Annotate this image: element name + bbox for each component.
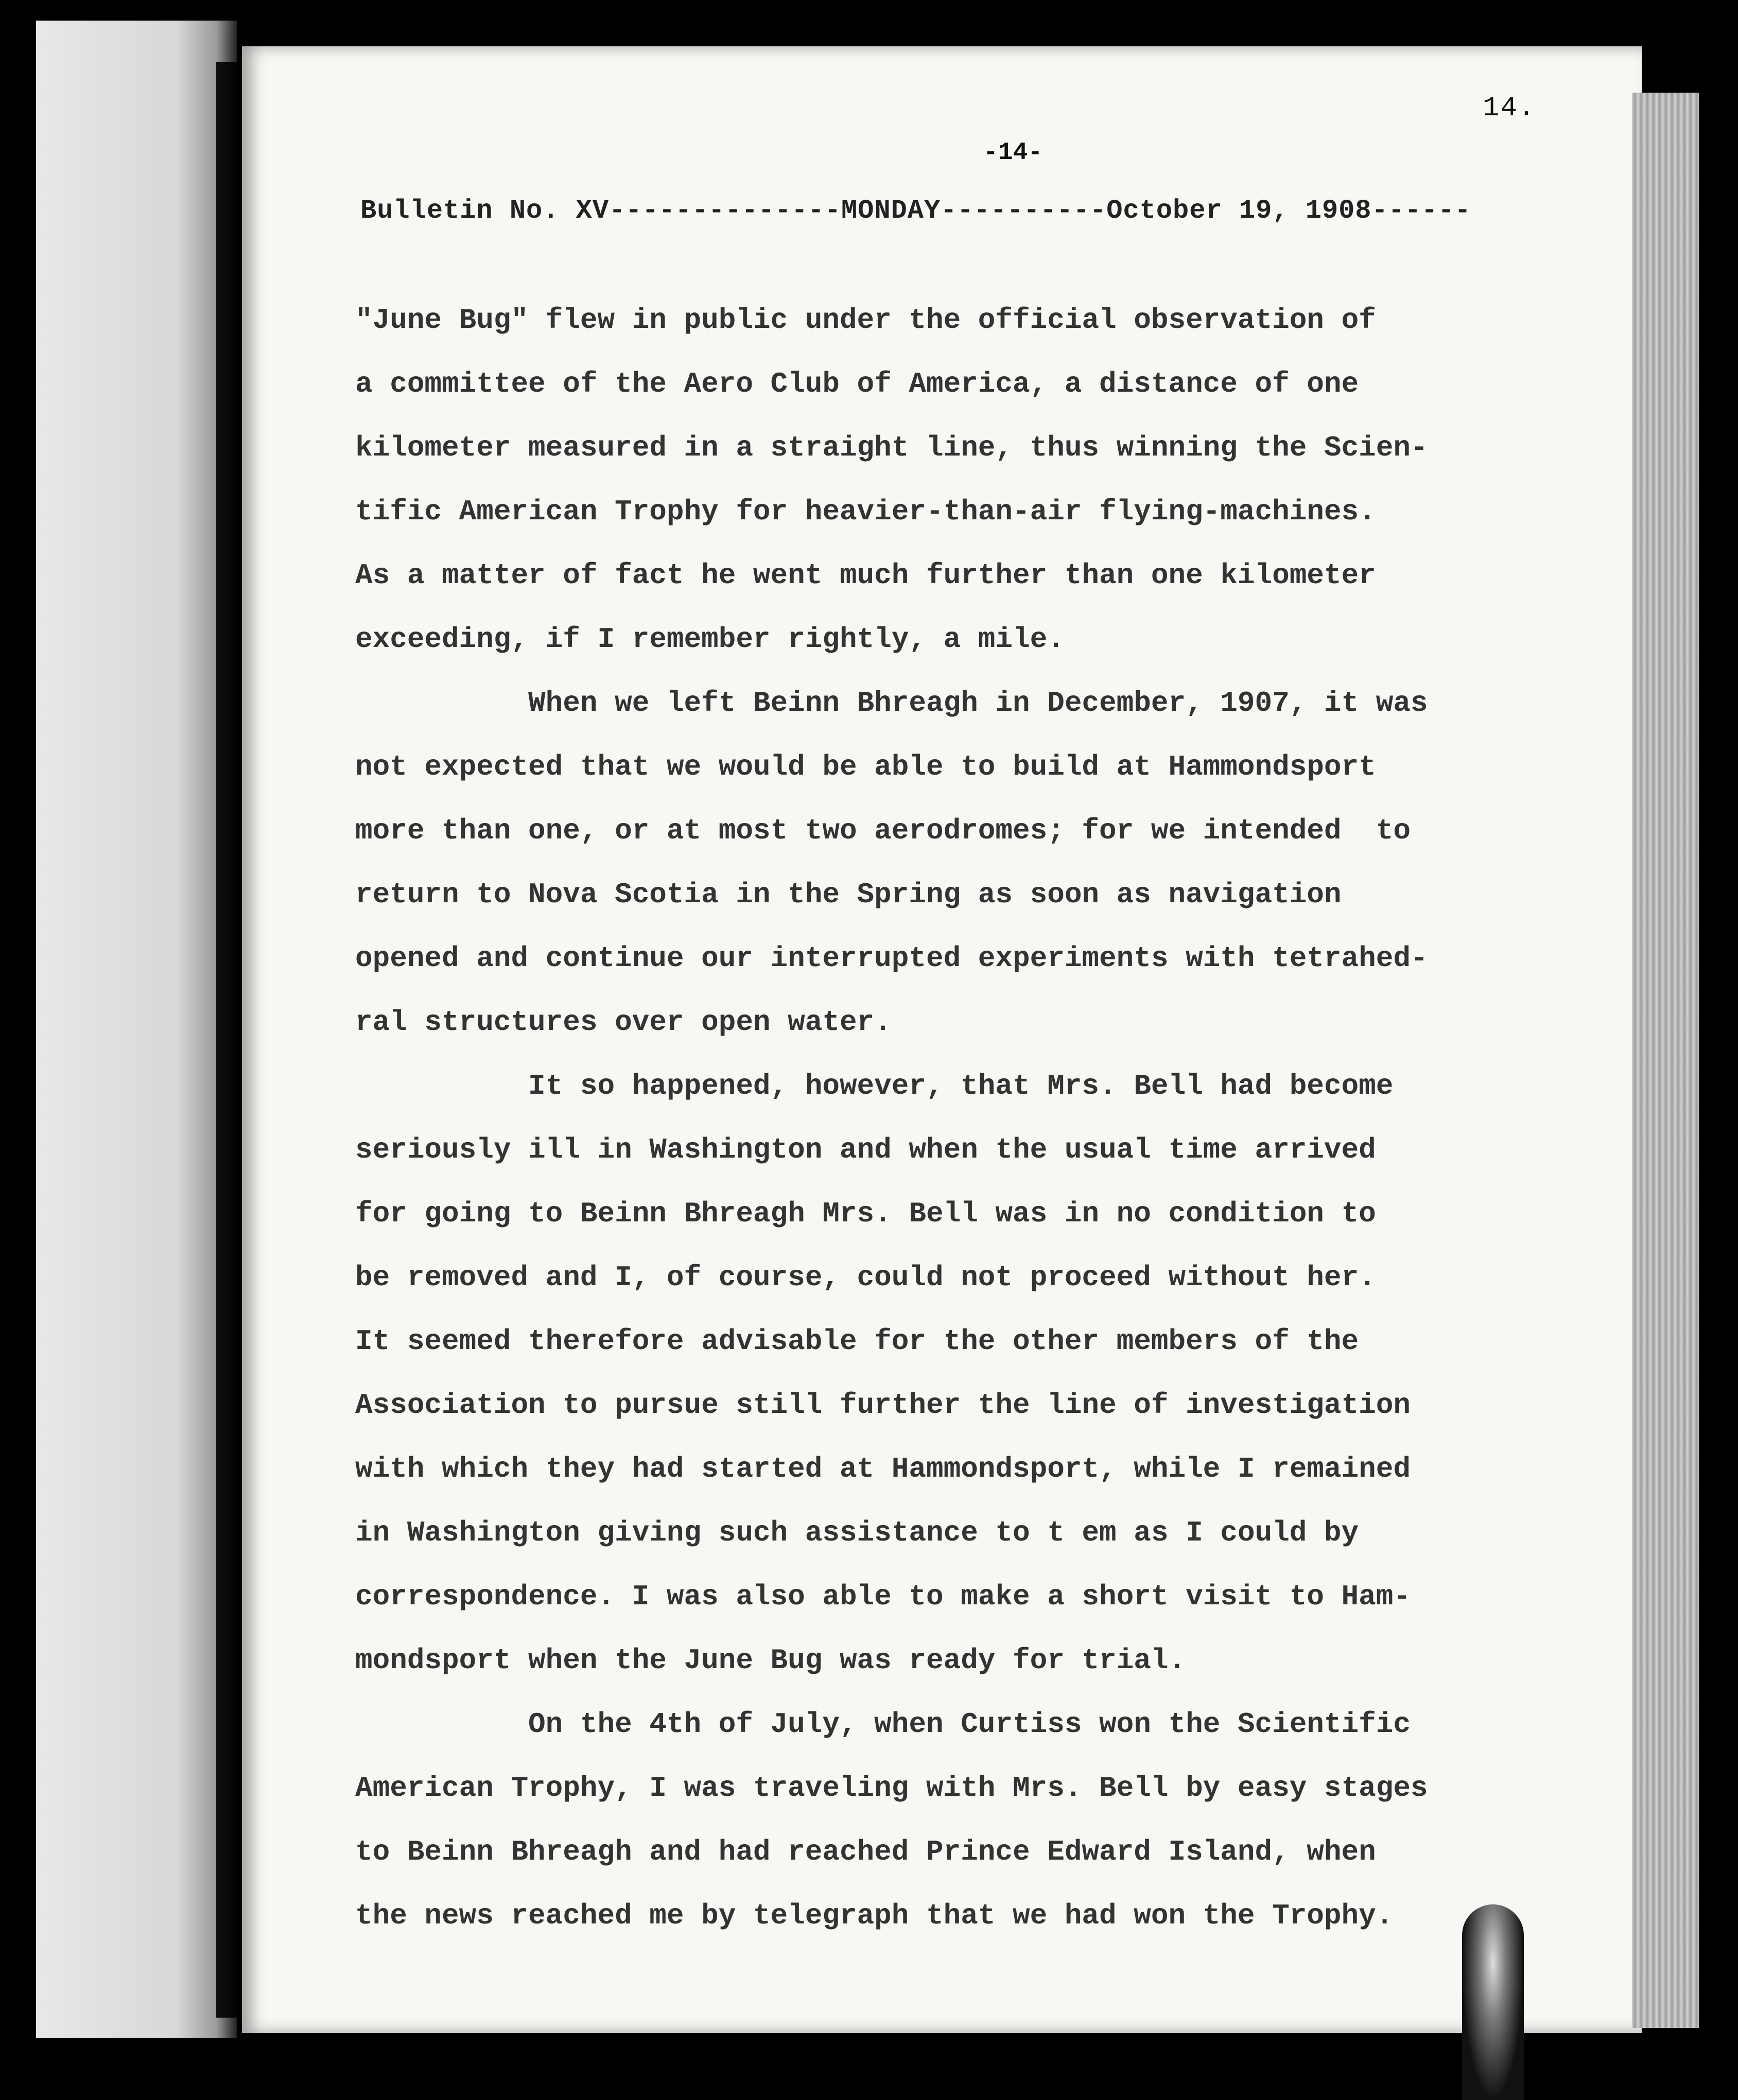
page-number: 14.: [1483, 93, 1536, 124]
text-line: more than one, or at most two aerodromes; for we intended to: [355, 814, 1411, 847]
text-line: mondsport when the June Bug was ready for trial.: [355, 1644, 1186, 1677]
bulletin-header: Bulletin No. XV--------------MONDAY----------October 19, 1908------: [360, 196, 1471, 226]
text-line: As a matter of fact he went much further than one kilometer: [355, 559, 1376, 592]
text-line: correspondence. I was also able to make a short visit to Ham-: [355, 1580, 1411, 1613]
facing-page: [36, 21, 237, 2038]
pen-tip: [1462, 1904, 1524, 2100]
text-line: ral structures over open water.: [355, 1006, 892, 1039]
text-line: exceeding, if I remember rightly, a mile.: [355, 623, 1065, 656]
text-line: It seemed therefore advisable for the other members of the: [355, 1325, 1359, 1358]
text-line: opened and continue our interrupted experiments with tetrahed-: [355, 942, 1428, 975]
text-line: be removed and I, of course, could not proceed without her.: [355, 1261, 1376, 1294]
text-line: return to Nova Scotia in the Spring as soon as navigation: [355, 878, 1342, 911]
text-line: for going to Beinn Bhreagh Mrs. Bell was in no condition to: [355, 1197, 1376, 1230]
text-line: not expected that we would be able to build at Hammondsport: [355, 750, 1376, 783]
page-center-number: -14-: [983, 139, 1043, 167]
text-line: "June Bug" flew in public under the official observation of: [355, 304, 1376, 337]
page-edges: [1632, 93, 1699, 2028]
text-line: seriously ill in Washington and when the usual time arrived: [355, 1133, 1376, 1166]
text-line: On the 4th of July, when Curtiss won the Scientific: [355, 1708, 1411, 1741]
text-line: It so happened, however, that Mrs. Bell had become: [355, 1070, 1394, 1102]
text-line: the news reached me by telegraph that we had won the Trophy.: [355, 1899, 1394, 1932]
body-text: [355, 288, 1529, 1948]
text-line: American Trophy, I was traveling with Mrs. Bell by easy stages: [355, 1772, 1428, 1805]
text-line: When we left Beinn Bhreagh in December, 1907, it was: [355, 687, 1428, 720]
text-line: in Washington giving such assistance to t em as I could by: [355, 1516, 1359, 1549]
text-line: Association to pursue still further the line of investigation: [355, 1389, 1411, 1422]
text-line: with which they had started at Hammondsport, while I remained: [355, 1452, 1411, 1485]
text-line: a committee of the Aero Club of America, a distance of one: [355, 367, 1359, 400]
text-line: tific American Trophy for heavier-than-air flying-machines.: [355, 495, 1376, 528]
text-line: to Beinn Bhreagh and had reached Prince Edward Island, when: [355, 1835, 1376, 1868]
text-line: kilometer measured in a straight line, thus winning the Scien-: [355, 431, 1428, 464]
